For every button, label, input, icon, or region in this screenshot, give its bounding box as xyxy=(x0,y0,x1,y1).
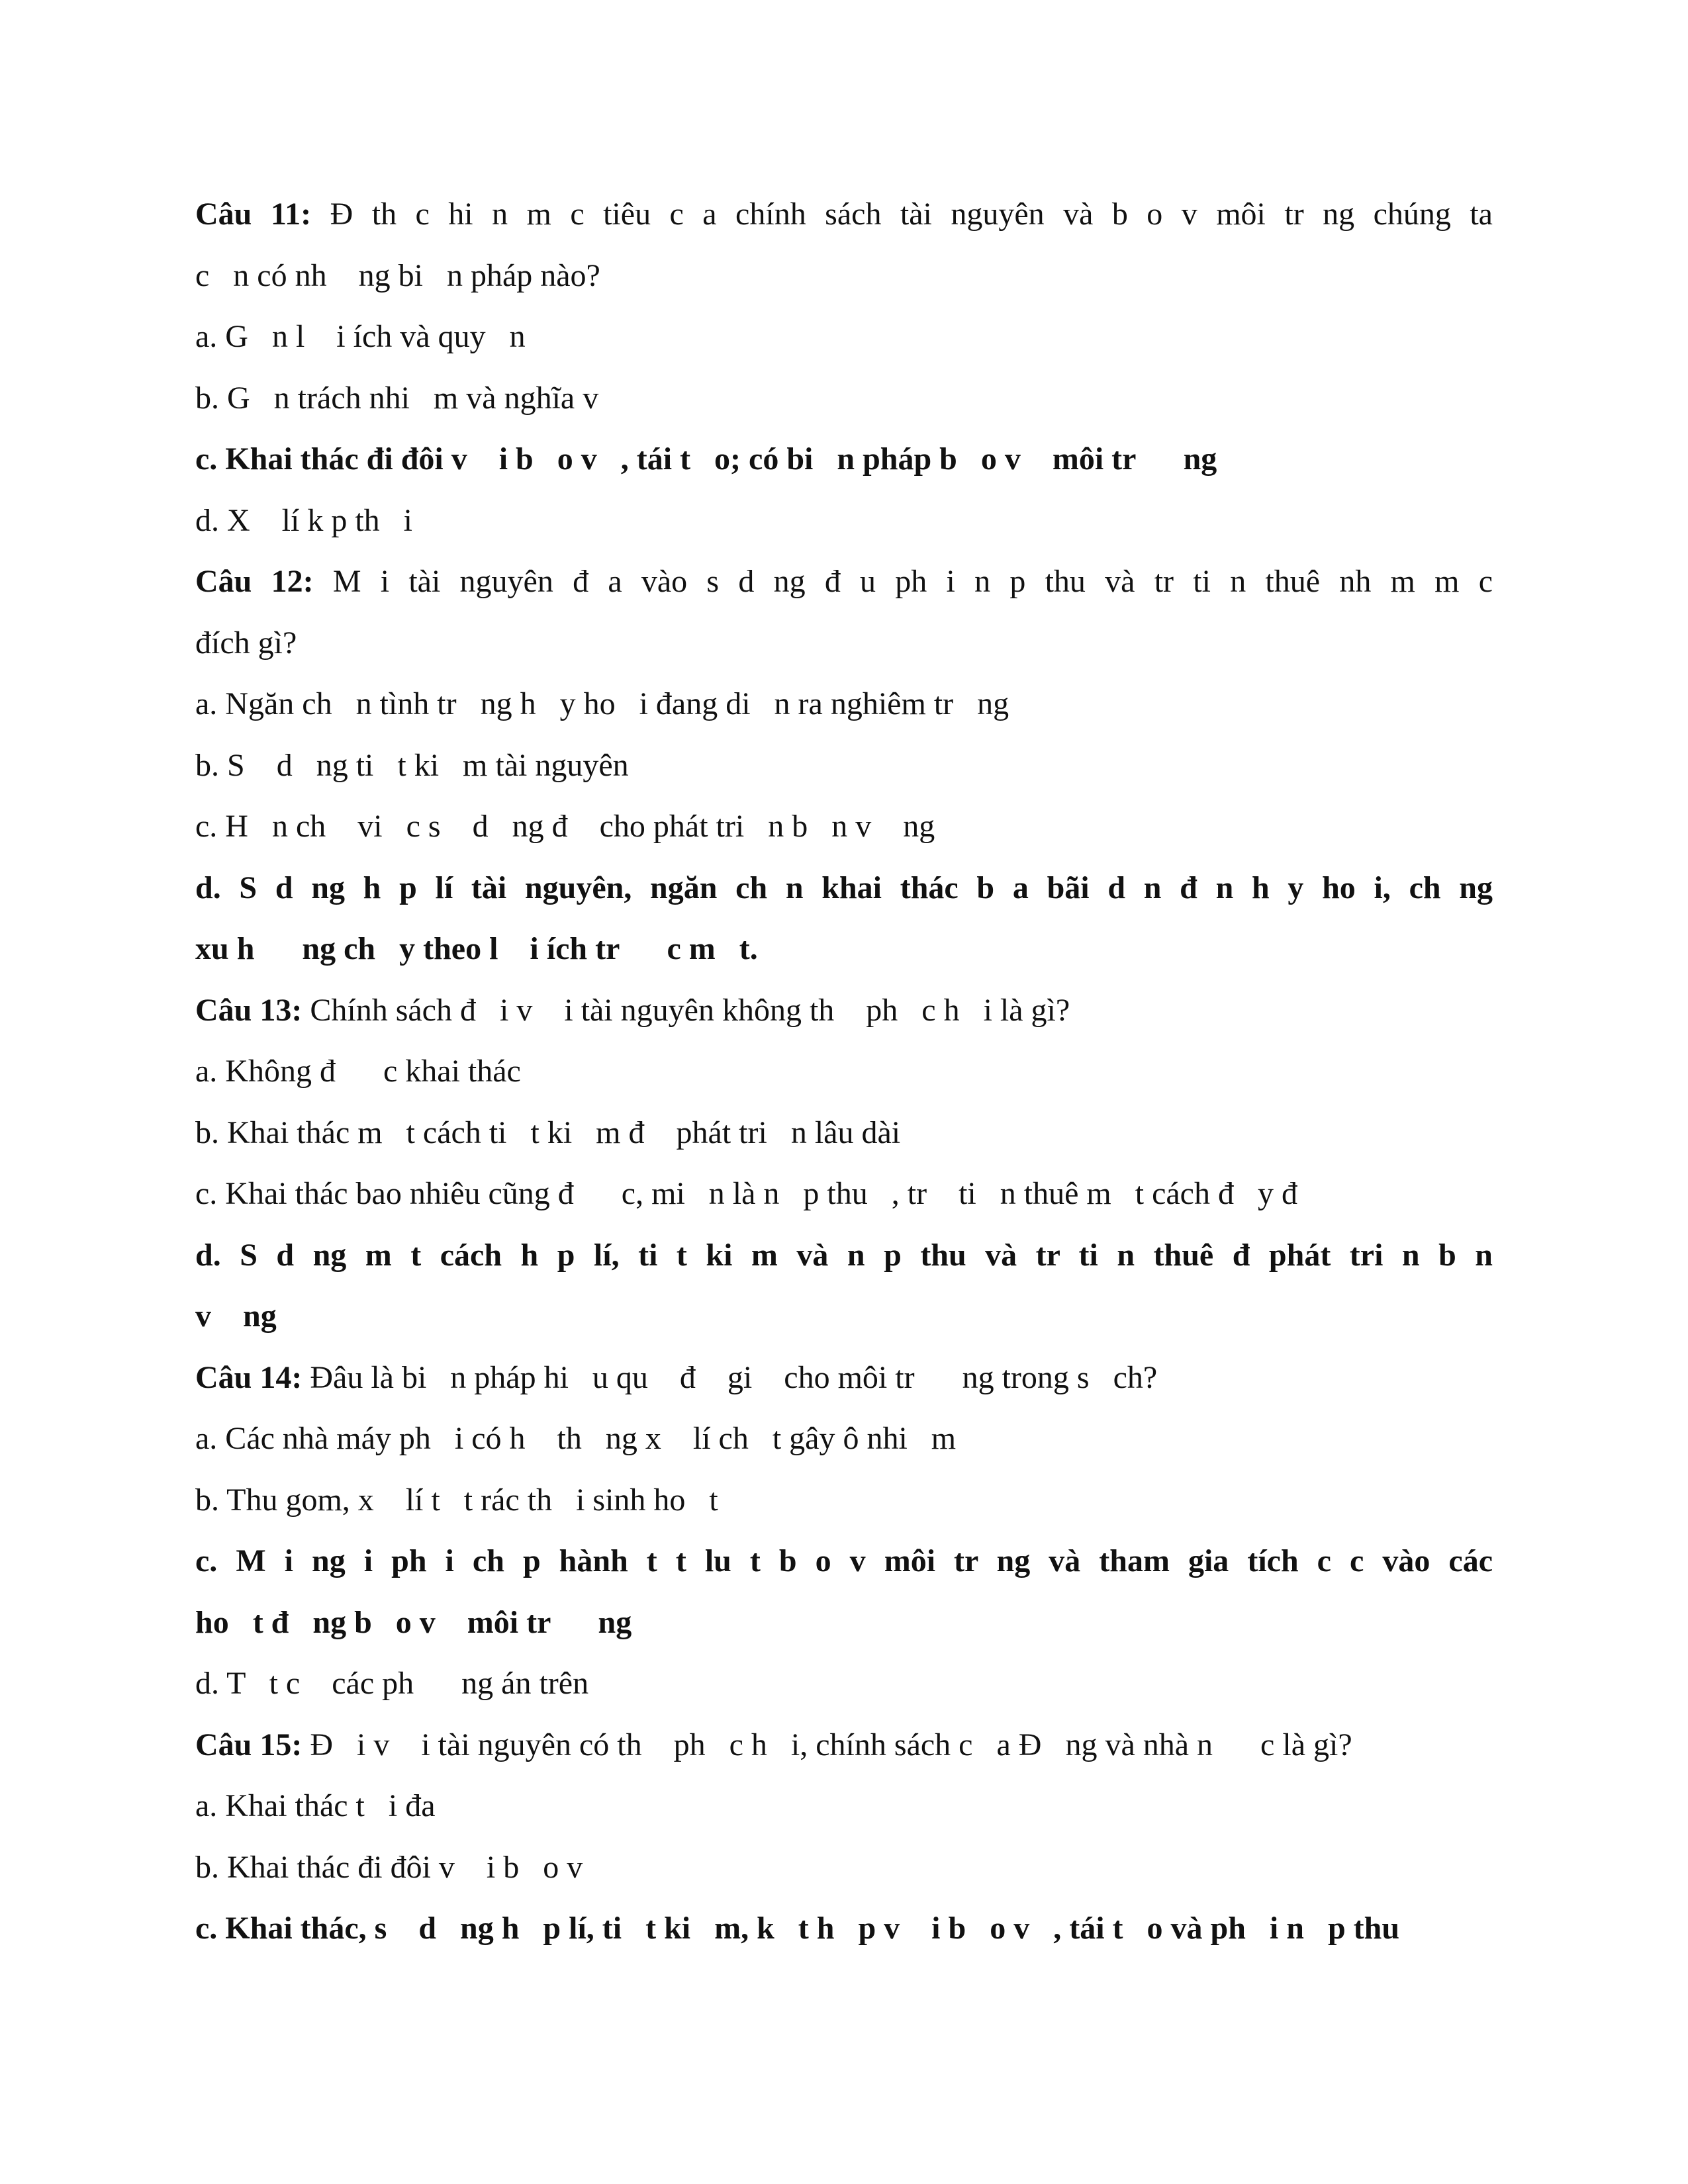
question-label: Câu 15: xyxy=(195,1727,303,1762)
question-11-option-a: a. G n l i ích và quy n xyxy=(195,319,526,354)
question-14-option-c-answer-continued: ho t đ ng b o v môi tr ng xyxy=(195,1604,632,1640)
question-label: Câu 12: xyxy=(195,564,314,599)
question-12-option-b: b. S d ng ti t ki m tài nguyên xyxy=(195,747,629,783)
question-11-stem xyxy=(195,184,1493,246)
question-14-stem xyxy=(195,1347,1493,1409)
question-13-stem xyxy=(195,980,1493,1042)
question-12-option-d-answer: d. S d ng h p lí tài nguyên, ngăn ch n khai thác b a bãi d n đ n h y ho i, ch ng xyxy=(195,870,1493,905)
question-14-option-a: a. Các nhà máy ph i có h th ng x lí ch t gây ô nhi m xyxy=(195,1421,957,1456)
question-11-option-b: b. G n trách nhi m và nghĩa v xyxy=(195,380,599,416)
question-text: Đâu là bi n pháp hi u qu đ gi cho môi tr ng trong s ch? xyxy=(302,1359,1158,1395)
question-14-option-b: b. Thu gom, x lí t t rác th i sinh ho t xyxy=(195,1482,718,1518)
question-text: M i tài nguyên đ a vào s d ng đ u ph i n p thu và tr ti n thuê nh m m c xyxy=(313,564,1493,599)
question-15-option-c-answer: c. Khai thác, s d ng h p lí, ti t ki m, k t h p v i b o v , tái t o và ph i n p thu xyxy=(195,1911,1400,1946)
question-14-option-d: d. T t c các ph ng án trên xyxy=(195,1666,589,1701)
question-text: Chính sách đ i v i tài nguyên không th ph c h i là gì? xyxy=(302,992,1070,1028)
question-13-option-c: c. Khai thác bao nhiêu cũng đ c, mi n là n p thu , tr ti n thuê m t cách đ y đ xyxy=(195,1176,1297,1211)
question-12-stem-continued: đích gì? xyxy=(195,625,297,660)
question-list xyxy=(195,184,1493,1960)
question-text: Đ i v i tài nguyên có th ph c h i, chính sách c a Đ ng và nhà n c là gì? xyxy=(302,1727,1352,1762)
question-14-option-c-answer: c. M i ng i ph i ch p hành t t lu t b o v môi tr ng và tham gia tích c c vào các xyxy=(195,1543,1493,1578)
question-12-option-c: c. H n ch vi c s d ng đ cho phát tri n b n v ng xyxy=(195,809,935,844)
question-13-option-d-answer: d. S d ng m t cách h p lí, ti t ki m và n p thu và tr ti n thuê đ phát tri n b n xyxy=(195,1237,1493,1273)
question-11-stem-continued: c n có nh ng bi n pháp nào? xyxy=(195,257,600,293)
question-12-stem xyxy=(195,551,1493,613)
question-15-stem xyxy=(195,1715,1493,1776)
question-11-option-d: d. X lí k p th i xyxy=(195,502,413,538)
question-text: Đ th c hi n m c tiêu c a chính sách tài nguyên và b o v môi tr ng chúng ta xyxy=(311,197,1493,232)
question-13-option-d-answer-continued: v ng xyxy=(195,1298,277,1334)
question-15-option-b: b. Khai thác đi đôi v i b o v xyxy=(195,1849,583,1885)
question-12-option-d-answer-continued: xu h ng ch y theo l i ích tr c m t. xyxy=(195,931,758,966)
question-11-option-c-answer: c. Khai thác đi đôi v i b o v , tái t o; có bi n pháp b o v môi tr ng xyxy=(195,441,1217,477)
question-label: Câu 11: xyxy=(195,197,312,232)
question-label: Câu 14: xyxy=(195,1359,303,1395)
question-13-option-a: a. Không đ c khai thác xyxy=(195,1054,521,1089)
question-label: Câu 13: xyxy=(195,992,303,1028)
question-13-option-b: b. Khai thác m t cách ti t ki m đ phát tri n lâu dài xyxy=(195,1115,901,1150)
question-15-option-a: a. Khai thác t i đa xyxy=(195,1788,436,1823)
question-12-option-a: a. Ngăn ch n tình tr ng h y ho i đang di n ra nghiêm tr ng xyxy=(195,686,1009,721)
